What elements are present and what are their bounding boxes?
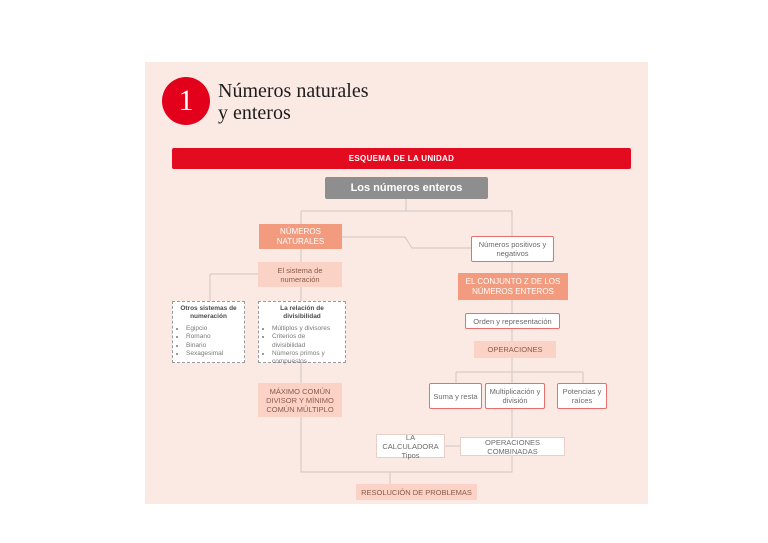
otros-sistemas-heading: Otros sistemas de numeración — [180, 305, 237, 321]
list-item: • Números primos y compuestos — [272, 350, 340, 367]
node-potencias-raices: Potencias y raíces — [557, 383, 607, 409]
list-item: • Sexagesimal — [186, 350, 239, 358]
node-conjunto-z: EL CONJUNTO Z DE LOS NÚMEROS ENTEROS — [458, 273, 568, 300]
node-numeros-naturales: NÚMEROS NATURALES — [259, 224, 342, 249]
box-otros-sistemas — [172, 301, 245, 363]
unit-number: 1 — [178, 84, 194, 117]
list-item: • Múltiplos y divisores — [272, 325, 340, 333]
node-operaciones-combinadas: OPERACIONES COMBINADAS — [460, 437, 565, 456]
box-divisibilidad — [258, 301, 346, 366]
main-title: Los números enteros — [325, 177, 488, 199]
node-sistema-numeracion: El sistema de numeración — [258, 262, 342, 287]
node-numeros-positivos: Números positivos y negativos — [471, 236, 554, 262]
node-multiplicacion-division: Multiplicación y división — [485, 383, 545, 409]
list-item: • Egipcio — [186, 325, 239, 333]
list-item: • Romano — [186, 333, 239, 341]
unit-title-line2: y enteros — [218, 102, 291, 124]
node-suma-resta: Suma y resta — [429, 383, 482, 409]
scheme-banner: ESQUEMA DE LA UNIDAD — [172, 148, 631, 169]
node-operaciones: OPERACIONES — [474, 341, 556, 358]
node-orden-representacion: Orden y representación — [465, 313, 560, 329]
node-mcd-mcm: MÁXIMO COMÚN DIVISOR Y MÍNIMO COMÚN MÚLTIPLO — [258, 383, 342, 417]
list-item: • Criterios de divisibilidad — [272, 333, 340, 350]
unit-title-line1: Números naturales — [218, 80, 369, 102]
list-item: • Binario — [186, 342, 239, 350]
node-calculadora: LA CALCULADORA Tipos — [376, 434, 445, 458]
divisibilidad-heading: La relación de divisibilidad — [280, 305, 324, 321]
node-resolucion-problemas: RESOLUCIÓN DE PROBLEMAS — [356, 484, 477, 500]
